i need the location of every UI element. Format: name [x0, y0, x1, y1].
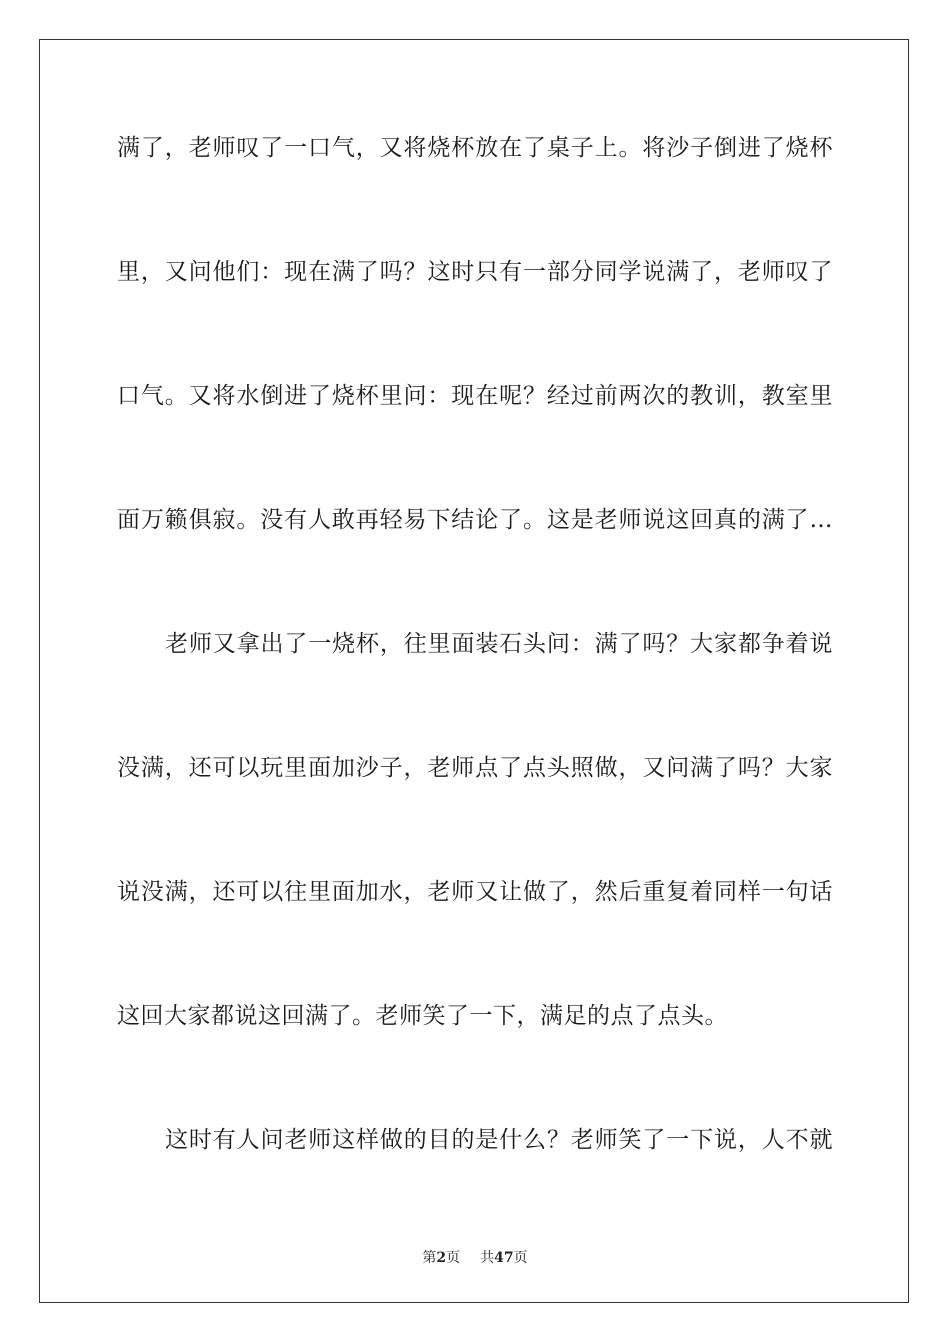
page-suffix: 页	[446, 1250, 461, 1266]
page-footer	[0, 1247, 950, 1267]
text-line: 满了，老师叹了一口气，又将烧杯放在了桌子上。将沙子倒进了烧杯	[117, 135, 833, 161]
total-pages: 47	[494, 1250, 514, 1266]
text-line: 老师又拿出了一烧杯，往里面装石头问：满了吗？大家都争着说	[165, 631, 833, 657]
text-line: 里，又问他们：现在满了吗？这时只有一部分同学说满了，老师叹了	[117, 259, 833, 285]
page-prefix: 第	[422, 1250, 437, 1266]
page-number: 2	[436, 1250, 447, 1266]
text-line: 这回大家都说这回满了。老师笑了一下，满足的点了点头。	[117, 1003, 728, 1029]
text-line: 这时有人问老师这样做的目的是什么？老师笑了一下说，人不就	[165, 1127, 833, 1153]
page-border	[39, 39, 909, 1303]
text-line: 说没满，还可以往里面加水，老师又让做了，然后重复着同样一句话	[117, 879, 833, 905]
text-line: 没满，还可以玩里面加沙子，老师点了点头照做，又问满了吗？大家	[117, 755, 833, 781]
total-suffix: 页	[513, 1250, 528, 1266]
text-line: 面万籁俱寂。没有人敢再轻易下结论了。这是老师说这回真的满了…	[117, 507, 833, 533]
total-prefix: 共	[480, 1250, 495, 1266]
text-line: 口气。又将水倒进了烧杯里问：现在呢？经过前两次的教训，教室里	[117, 383, 833, 409]
